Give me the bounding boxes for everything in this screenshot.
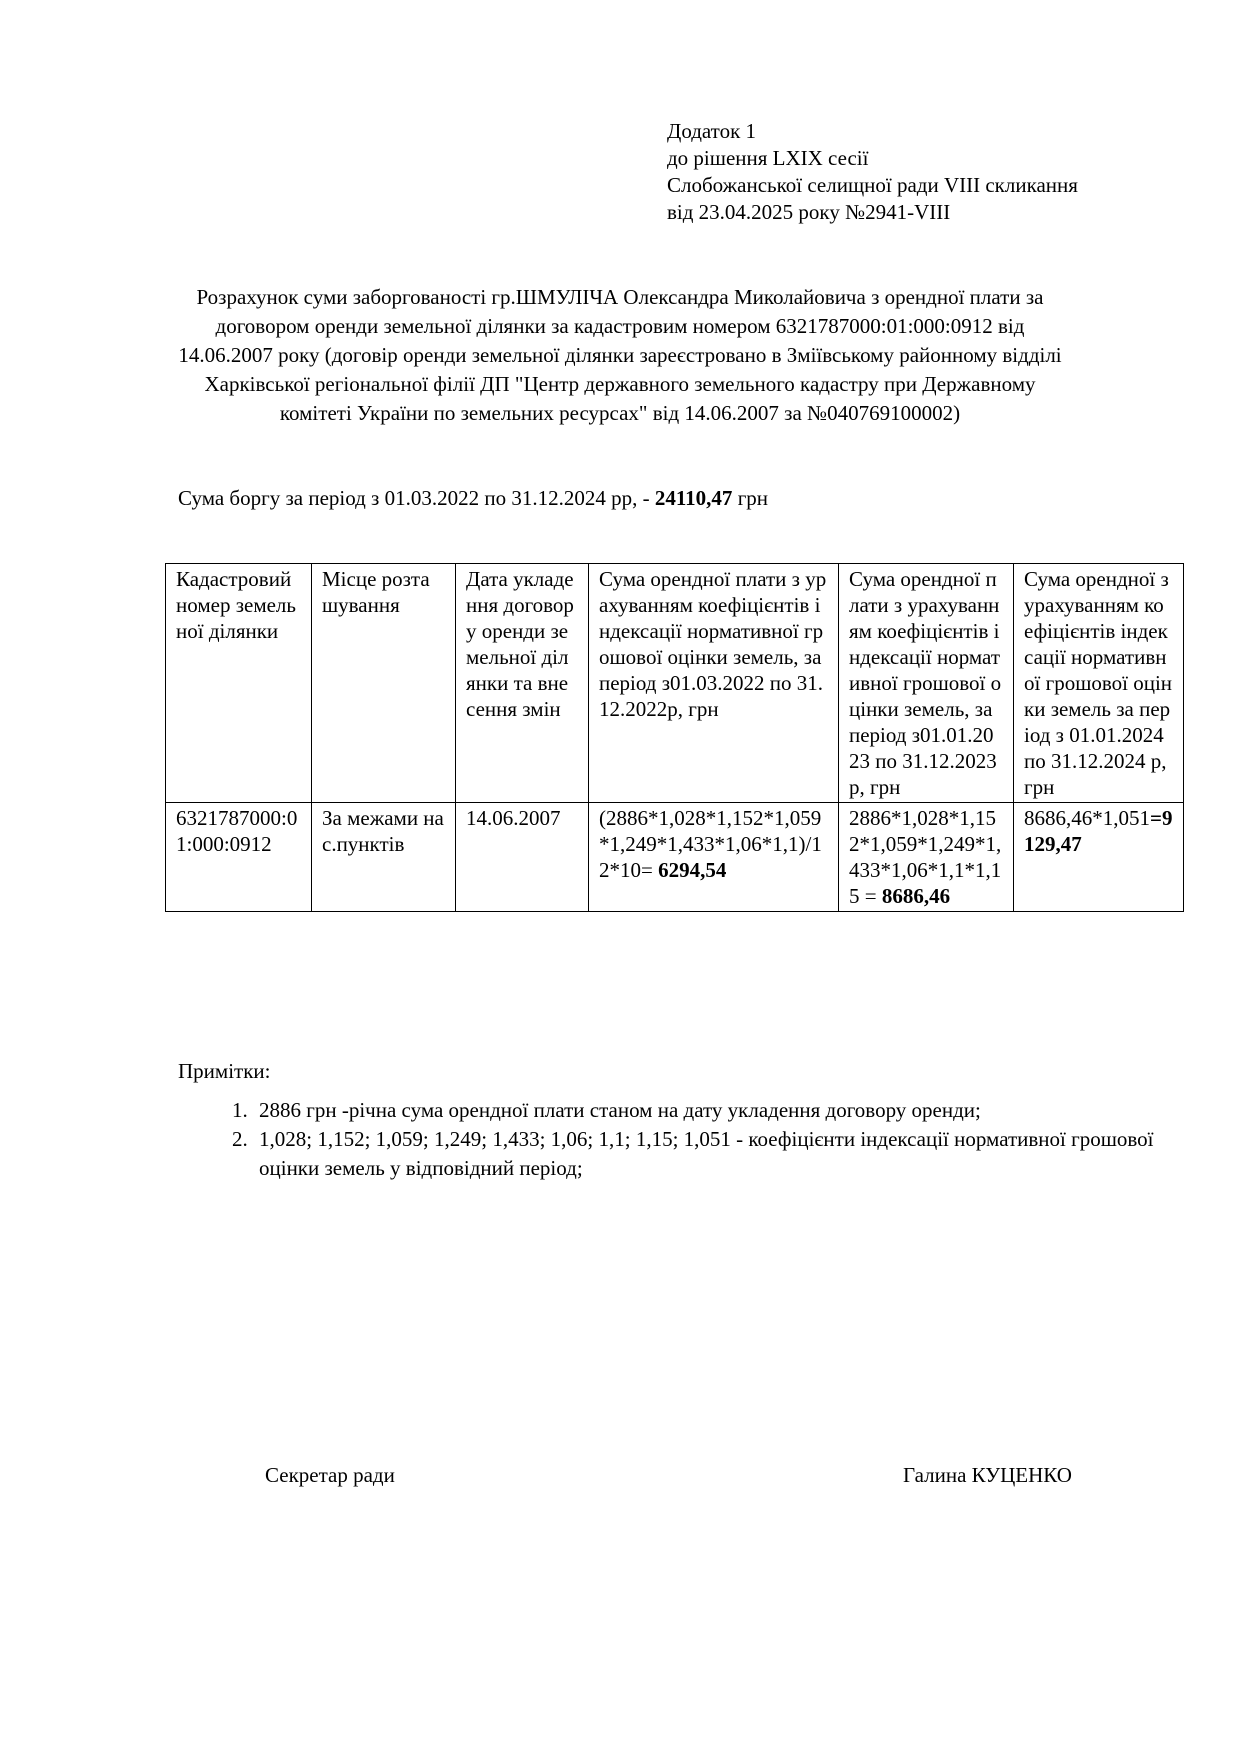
header-contract-date: Дата укладення договору оренди земельної ділянки та внесення змін	[456, 564, 589, 803]
notes-title: Примітки:	[178, 1059, 271, 1083]
appendix-header	[667, 118, 1187, 226]
header-cadastral: Кадастровий номер земельної ділянки	[166, 564, 312, 803]
result-2023: 8686,46	[881, 884, 951, 908]
formula-2022: (2886*1,028*1,152*1,059*1,249*1,433*1,06*1,1)/12*10=	[599, 806, 822, 882]
table-header-row	[166, 564, 1184, 803]
appendix-line-4: від 23.04.2025 року №2941-VIII	[667, 200, 951, 224]
cell-location: За межами нас.пунктів	[312, 803, 456, 912]
debt-summary-text: Сума боргу за період з 01.03.2022 по 31.12.2024 рр, -	[178, 486, 655, 510]
header-sum-2024: Сума орендної з урахуванням коефіцієнтів індексації нормативної грошової оцінки земель за період з 01.01.2024 по 31.12.2024 р, грн	[1014, 564, 1184, 803]
cell-sum-2024	[1014, 803, 1184, 912]
signature-name: Галина КУЦЕНКО	[903, 1463, 1072, 1487]
formula-2023: 2886*1,028*1,152*1,059*1,249*1,433*1,06*1,1*1,15 =	[849, 806, 1002, 908]
notes-list	[205, 1096, 1213, 1183]
formula-2024: 8686,46*1,051	[1024, 806, 1150, 830]
result-2022: 6294,54	[658, 858, 727, 882]
table-row	[166, 803, 1184, 912]
header-sum-2023: Сума орендної плати з урахуванням коефіцієнтів індексації нормативної грошової оцінки земель, за період з01.01.2023 по 31.12.2023р, грн	[839, 564, 1014, 803]
calculation-table	[165, 563, 1184, 912]
header-sum-2022: Сума орендної плати з урахуванням коефіцієнтів індексації нормативної грошової оцінки земель, за період з01.03.2022 по 31.12.2022р, грн	[589, 564, 839, 803]
header-location: Місце розташування	[312, 564, 456, 803]
cell-sum-2023	[839, 803, 1014, 912]
debt-summary	[178, 485, 768, 512]
appendix-line-2: до рішення LXIX сесії	[667, 146, 869, 170]
cell-cadastral: 6321787000:01:000:0912	[166, 803, 312, 912]
document-title: Розрахунок суми заборгованості гр.ШМУЛІЧА Олександра Миколайовича з орендної плати за договором оренди земельної ділянки за кадастровим номером 6321787000:01:000:0912 від 14.06.2007 року (договір оренди земельної ділянки зареєстровано в Зміївському районному відділі Харківської регіональної філії ДП "Центр державного земельного кадастру при Державному комітеті України по земельних ресурсах" від 14.06.2007 за №040769100002)	[178, 285, 1062, 425]
signature-role: Секретар ради	[265, 1463, 395, 1487]
result-2024: =9129,47	[1024, 806, 1173, 856]
appendix-line-3: Слобожанської селищної ради VIII скликання	[667, 173, 1078, 197]
debt-amount: 24110,47	[654, 486, 733, 510]
cell-contract-date: 14.06.2007	[456, 803, 589, 912]
debt-unit: грн	[732, 486, 769, 510]
list-item: 2. 1,028; 1,152; 1,059; 1,249; 1,433; 1,06; 1,1; 1,15; 1,051 - коефіцієнти індексації нормативної грошової оцінки земель у відповідний період;	[253, 1125, 1213, 1183]
list-item: 1. 2886 грн -річна сума орендної плати станом на дату укладення договору оренди;	[253, 1096, 1213, 1125]
cell-sum-2022	[589, 803, 839, 912]
appendix-line-1: Додаток 1	[667, 119, 757, 143]
